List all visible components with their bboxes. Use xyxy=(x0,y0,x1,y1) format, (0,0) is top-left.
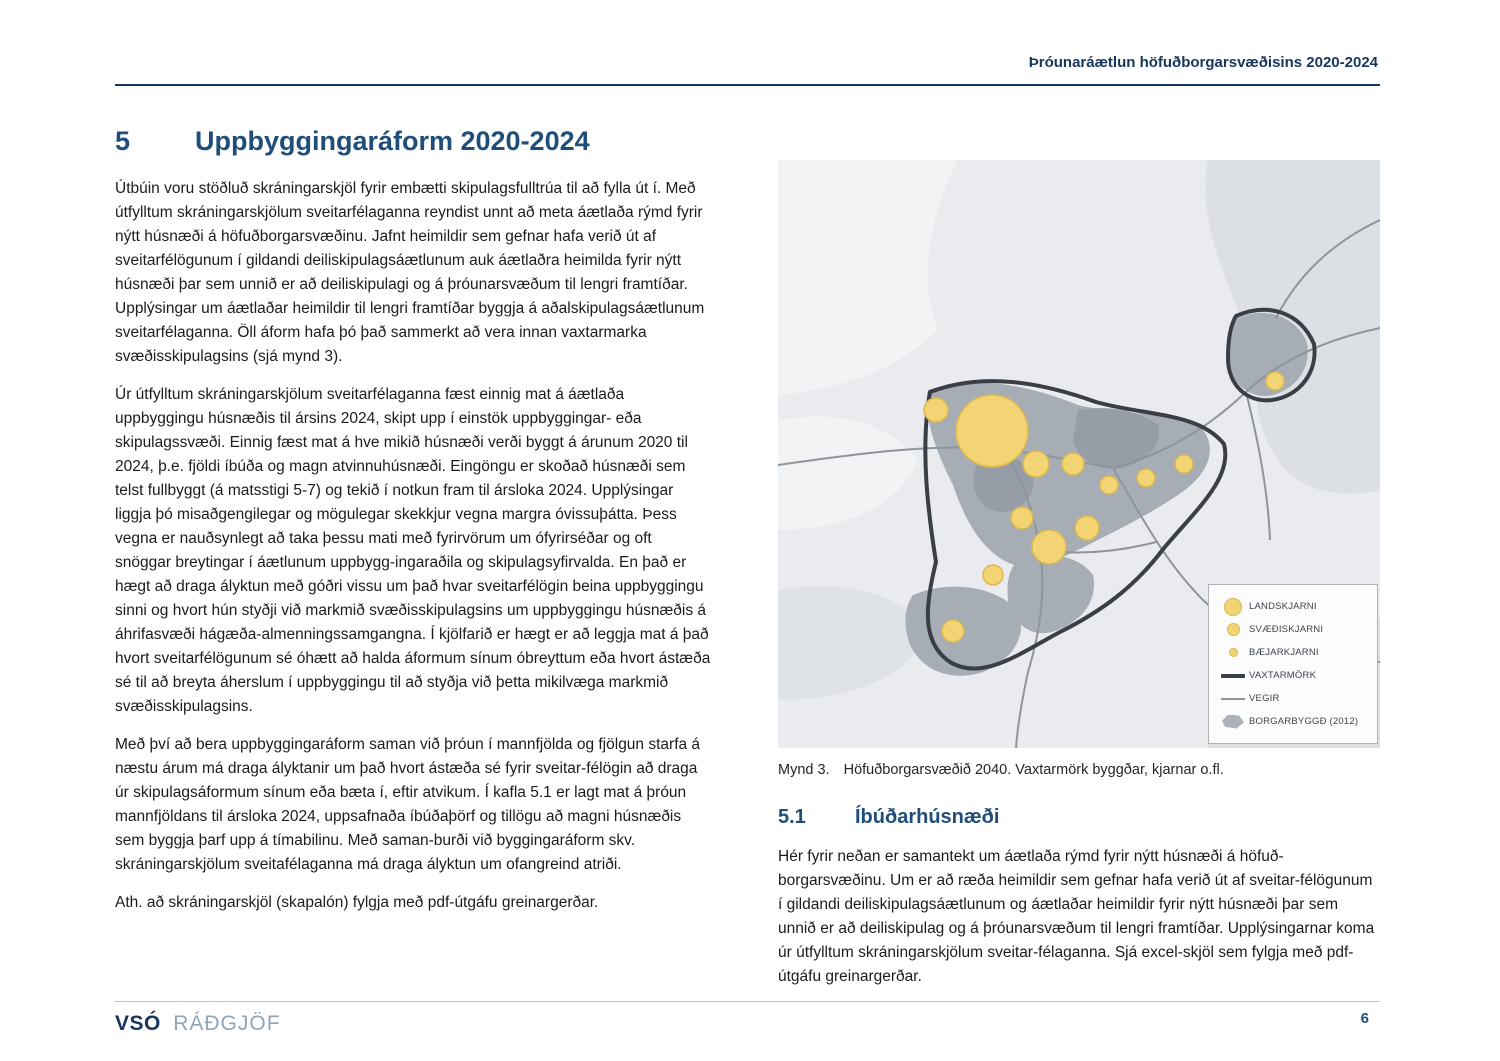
legend-label: VEGIR xyxy=(1249,693,1280,704)
legend-item-svaediskjarni xyxy=(1217,618,1369,641)
left-column xyxy=(115,126,712,929)
legend-item-landskjarni xyxy=(1217,595,1369,618)
svaediskjarni-circle-icon xyxy=(1217,623,1249,636)
paragraph: Útbúin voru stöðluð skráningarskjöl fyrir embætti skipulagsfulltrúa til að fylla út í. Með útfylltum skráningarskjölum sveitarfélaganna reyndist unnt að meta áætlaða rýmd fyrir nýtt húsnæði á höfuðborgarsvæðinu. Jafnt heimildir sem gefnar hafa verið út af sveitarfélögunum í gildandi deiliskipulagsáætlunum auk áætlaðra heimilda fyrir nýtt húsnæði þar sem unnið er að deiliskipulagi og á þróunarsvæðum til lengri framtíðar. Upplýsingar um áætlaðar heimildir til lengri framtíðar byggja á aðalskipulagsáætlunum sveitarfélaganna. Öll áform hafa þó það sammerkt að vera innan vaxtarmarka svæðisskipulagsins (sjá mynd 3). xyxy=(115,180,705,365)
vaxtarmork-line-icon xyxy=(1217,674,1249,678)
footer-rule xyxy=(115,1001,1380,1002)
borgarbyggd-area-icon xyxy=(1217,715,1249,729)
section-title: Íbúðarhúsnæði xyxy=(855,806,1000,828)
paragraph: Með því að bera uppbyggingaráform saman við þróun í mannfjölda og fjölgun starfa á næstu árum má draga ályktanir um það hvort ástæða sé fyrir sveitar-félögin að draga úr skipulagsáformum sínum eða bæta í, eftir atvikum. Í kafla 5.1 er lagt mat á þróun mannfjöldans til ársloka 2024, uppsafnaða íbúðaþörf og tillögu að magni húsnæðis sem byggja þarf upp á tímabilinu. Með saman-burði við byggingaráform skv. skráningarskjölum sveitafélaganna má draga ályktun um ofangreind atriði. xyxy=(115,736,701,873)
figure-caption-label: Mynd 3. xyxy=(778,762,830,778)
logo-secondary-text: RÁÐGJÖF xyxy=(173,1012,281,1035)
right-column xyxy=(778,160,1380,1003)
section-number: 5 xyxy=(115,126,131,156)
legend-item-borgarbyggd xyxy=(1217,710,1369,733)
baejarkjarni-circle-icon xyxy=(1217,648,1249,657)
legend-label: SVÆÐISKJARNI xyxy=(1249,624,1324,635)
page-number: 6 xyxy=(1360,1010,1369,1027)
section-5-heading xyxy=(115,126,712,157)
paragraph: Hér fyrir neðan er samantekt um áætlaða rýmd fyrir nýtt húsnæði á höfuð-borgarsvæðinu. Um er að ræða heimildir sem gefnar hafa verið út af sveitar-félögunum í gildandi deiliskipulagsáætlunum og áætlaðar heimildir fyrir nýtt húsnæði þar sem unnið er að deiliskipulag og á þróunarsvæðum til lengri framtíðar. Upplýsingarnar koma úr útfylltum skráningarskjölum sveitar-félaganna. Sjá excel-skjöl sem fylgja með pdf-útgáfu greinargerðar. xyxy=(778,848,1375,985)
legend-label: LANDSKJARNI xyxy=(1249,601,1317,612)
landskjarni-circle-icon xyxy=(1217,598,1249,616)
map-legend xyxy=(1208,584,1378,744)
legend-item-baejarkjarni xyxy=(1217,641,1369,664)
map-figure xyxy=(778,160,1380,748)
paragraph: Úr útfylltum skráningarskjölum sveitarfélaganna fæst einnig mat á áætlaða uppbyggingu húsnæðis til ársins 2024, skipt upp í einstök uppbyggingar- eða skipulagssvæði. Einnig fæst mat á hve mikið húsnæði verði byggt á árunum 2020 til 2024, þ.e. fjöldi íbúða og magn atvinnuhúsnæði. Eingöngu er skoðað húsnæði sem telst fullbyggt (á matsstigi 5-7) og tekið í notkun fram til ársloka 2024. Upplýsingar liggja þó misaðgengilegar og mögulegar skekkjur vegna margra óvissuþátta. Þess vegna er nauðsynlegt að taka þessu mati með fyrirvörum um ófyrirséðar og oft snöggar breytingar í áætlunum uppbygg-ingaraðila og skipulagsyfirvalda. En það er hægt að draga ályktun með góðri vissu um það hvar sveitarfélögin beina uppbyggingu sinni og hvort hún styðji við markmið svæðisskipulagsins um uppbyggingu húsnæðis á áhrifasvæði hágæða-almenningssamgangna. Í kjölfarið er hægt er að leggja mat á það hvort sveitarfélögunum sé óhætt að halda áformum sínum óbreyttum eða hvort ástæða sé til að breyta áherslum í uppbyggingu til að styðja við þetta mikilvæga markmið svæðisskipulagsins. xyxy=(115,386,711,715)
legend-label: VAXTARMÖRK xyxy=(1249,670,1317,681)
legend-label: BORGARBYGGÐ (2012) xyxy=(1249,716,1359,727)
paragraph: Ath. að skráningarskjöl (skapalón) fylgja með pdf-útgáfu greinargerðar. xyxy=(115,894,599,911)
section-number: 5.1 xyxy=(778,806,806,828)
figure-caption xyxy=(778,762,1380,778)
legend-item-vaxtarmork xyxy=(1217,664,1369,687)
figure-caption-text: Höfuðborgarsvæðið 2040. Vaxtarmörk byggðar, kjarnar o.fl. xyxy=(843,762,1224,778)
section-title: Uppbyggingaráform 2020-2024 xyxy=(195,126,590,156)
legend-item-vegir xyxy=(1217,687,1369,710)
legend-label: BÆJARKJARNI xyxy=(1249,647,1319,658)
section-5-1-heading xyxy=(778,806,1380,829)
vegir-line-icon xyxy=(1217,698,1249,700)
logo-primary-text: VSÓ xyxy=(115,1012,161,1035)
page-header-title: Þróunaráætlun höfuðborgarsvæðisins 2020-2024 xyxy=(1028,54,1378,71)
company-logo xyxy=(115,1012,281,1036)
header-rule xyxy=(115,84,1380,86)
